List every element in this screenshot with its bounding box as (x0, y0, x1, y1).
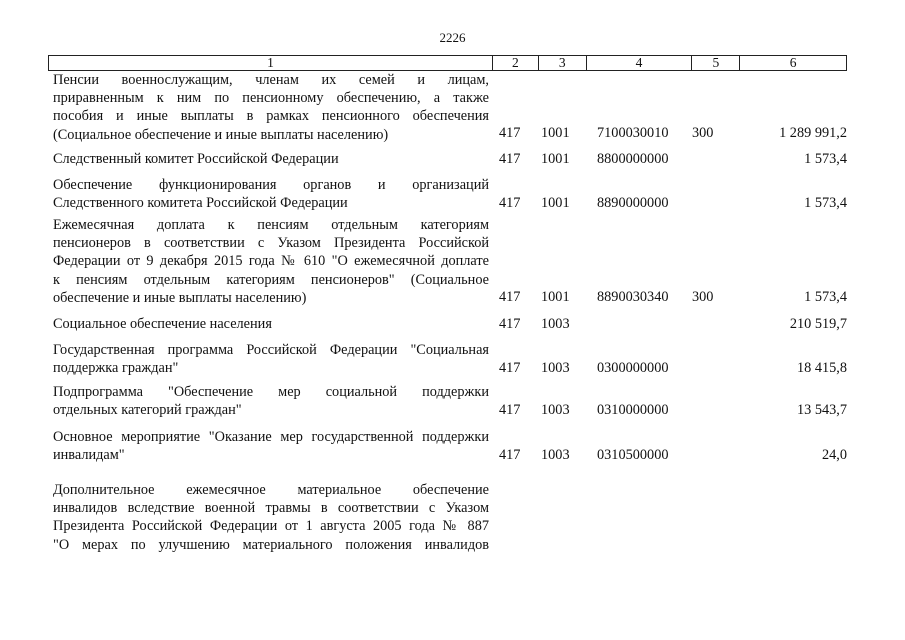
header-col-4: 4 (587, 56, 693, 70)
description-line: пенсионеров в соответствии с Указом Президента Российской (53, 235, 489, 252)
description-line: Президента Российской Федерации от 1 августа 2005 года № 887 (53, 518, 489, 535)
header-col-6: 6 (789, 55, 797, 70)
description-line: "О мерах по улучшению материального положения инвалидов (53, 536, 489, 553)
description-line: инвалидов вследствие военной травмы в соответствии с Указом (53, 500, 489, 517)
header-col-2: 2 (493, 56, 539, 70)
description-line: Следственного комитета Российской Федерации (53, 195, 348, 212)
description-line: Ежемесячная доплата к пенсиям отдельным категориям (53, 217, 489, 233)
cell-col2: 417 (499, 402, 521, 418)
cell-col3: 1003 (541, 402, 570, 418)
description-line: Дополнительное ежемесячное материальное обеспечение (53, 482, 489, 498)
cell-col3: 1001 (541, 151, 570, 167)
cell-col4: 8890030340 (597, 289, 669, 305)
row-description (53, 341, 489, 377)
cell-col3: 1001 (541, 289, 570, 305)
description-line: приравненным к ним по пенсионному обеспечению, а также (53, 90, 489, 107)
cell-col2: 417 (499, 289, 521, 305)
cell-col2: 417 (499, 316, 521, 332)
cell-col4: 0310000000 (597, 402, 669, 418)
cell-col2: 417 (499, 360, 521, 376)
cell-col2: 417 (499, 151, 521, 167)
row-description (53, 71, 489, 144)
row-description (53, 216, 489, 307)
cell-col3: 1001 (541, 125, 570, 141)
header-col-5: 5 (692, 56, 740, 70)
cell-col5: 300 (692, 125, 714, 141)
row-description (53, 428, 489, 464)
cell-col3: 1003 (541, 360, 570, 376)
description-line: Социальное обеспечение населения (53, 316, 272, 332)
cell-col3: 1003 (541, 447, 570, 463)
cell-col6: 1 573,4 (804, 151, 847, 167)
row-description (53, 481, 489, 554)
cell-col4: 0300000000 (597, 360, 669, 376)
description-line: к пенсиям отдельным категориям пенсионеров" (Социальное (53, 271, 489, 288)
cell-col6: 24,0 (821, 447, 847, 463)
description-line: Пенсии военнослужащим, членам их семей и лицам, (53, 72, 489, 88)
description-line: Подпрограмма "Обеспечение мер социальной поддержки (53, 384, 489, 400)
row-description (53, 150, 489, 168)
cell-col6: 210 519,7 (789, 316, 847, 332)
page-number: 2226 (439, 30, 466, 45)
cell-col4: 0310500000 (597, 447, 669, 463)
description-line: Государственная программа Российской Федерации "Социальная (53, 342, 489, 358)
row-description (53, 176, 489, 212)
table-header (48, 55, 847, 71)
cell-col3: 1001 (541, 195, 570, 211)
cell-col5: 300 (692, 289, 714, 305)
description-line: Федерации от 9 декабря 2015 года № 610 "О ежемесячной доплате (53, 253, 489, 270)
cell-col4: 8890000000 (597, 195, 669, 211)
description-line: Основное мероприятие "Оказание мер государственной поддержки (53, 429, 489, 445)
description-line: пособия и иные выплаты в рамках пенсионного обеспечения (53, 108, 489, 125)
row-description (53, 315, 489, 333)
cell-col6: 1 573,4 (804, 289, 847, 305)
cell-col2: 417 (499, 125, 521, 141)
header-col-1: 1 (49, 56, 493, 70)
cell-col6: 13 543,7 (796, 402, 847, 418)
description-line: (Социальное обеспечение и иные выплаты населению) (53, 126, 389, 143)
row-description (53, 383, 489, 419)
cell-col4: 7100030010 (597, 125, 669, 141)
cell-col2: 417 (499, 447, 521, 463)
cell-col6: 1 573,4 (804, 195, 847, 211)
description-line: инвалидам" (53, 447, 125, 464)
cell-col2: 417 (499, 195, 521, 211)
description-line: Следственный комитет Российской Федерации (53, 151, 339, 167)
description-line: поддержка граждан" (53, 360, 179, 377)
cell-col3: 1003 (541, 316, 570, 332)
header-col-3: 3 (539, 56, 587, 70)
description-line: Обеспечение функционирования органов и организаций (53, 177, 489, 193)
description-line: обеспечение и иные выплаты населению) (53, 289, 307, 306)
cell-col4: 8800000000 (597, 151, 669, 167)
cell-col6: 18 415,8 (796, 360, 847, 376)
description-line: отдельных категорий граждан" (53, 402, 242, 419)
cell-col6: 1 289 991,2 (779, 125, 847, 141)
